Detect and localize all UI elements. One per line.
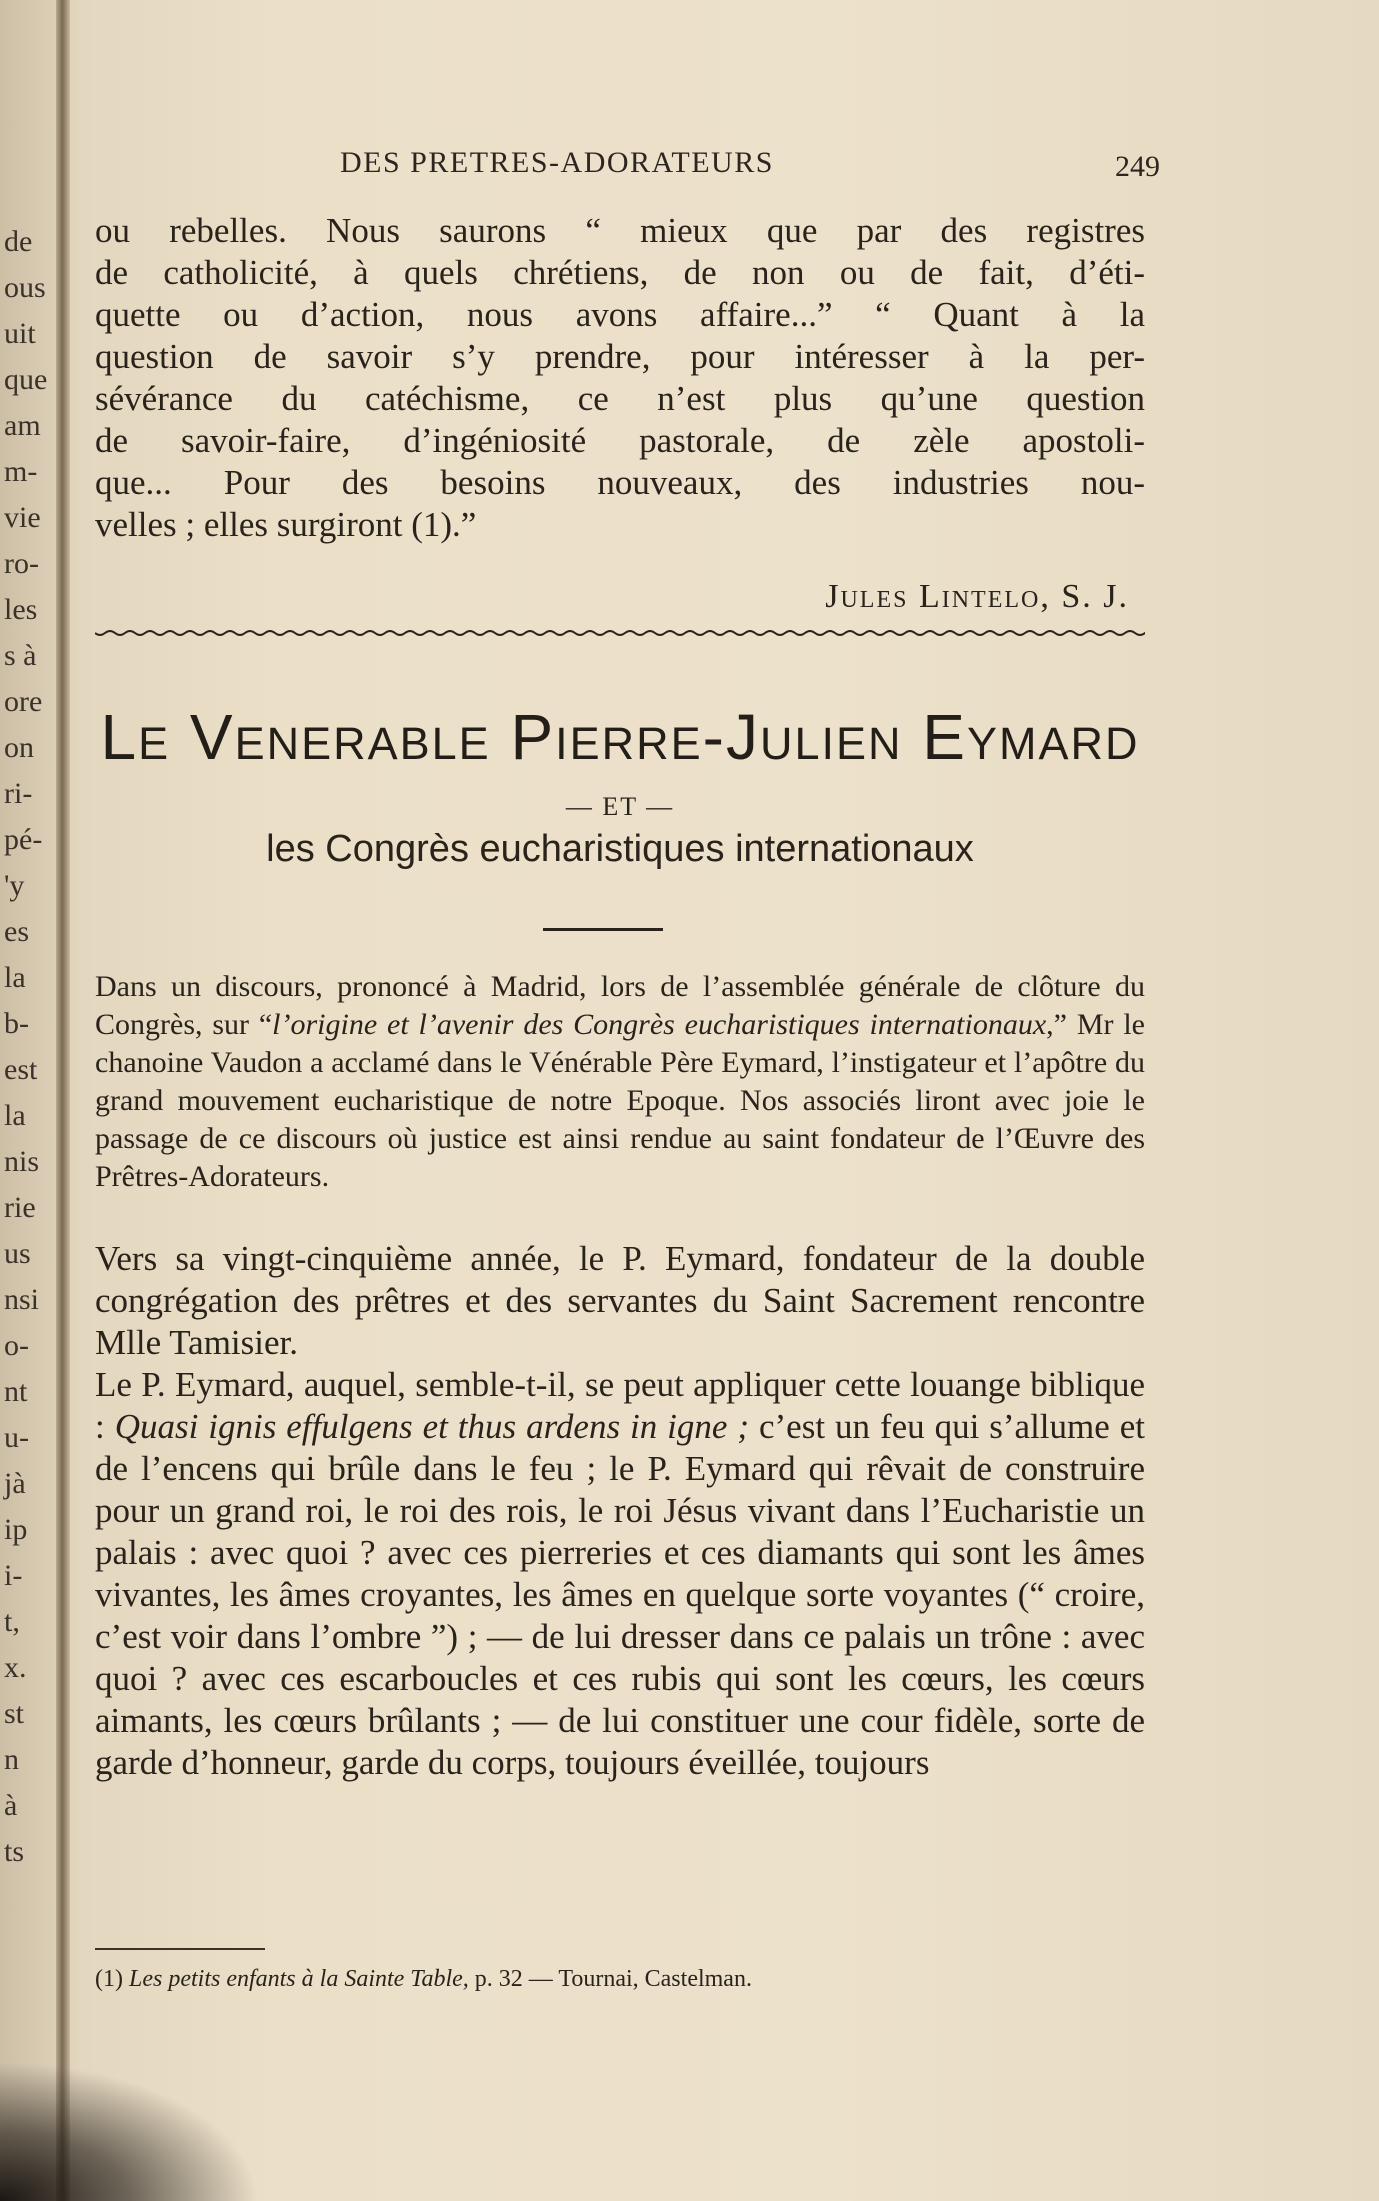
- paragraph-1-line: de catholicité, à quels chrétiens, de non ou de fait, d’éti-: [95, 253, 1145, 292]
- facing-page-fragment: de: [4, 225, 33, 258]
- title-rule: [543, 928, 663, 931]
- intro-italic-title: l’origine et l’avenir des Congrès eucharistiques internationaux: [272, 1008, 1047, 1041]
- intro-text-continued: ,” Mr le chanoine Vaudon a acclamé dans le Vénérable Père Eymard, l’instigateur et l’apôtre du grand mouvement eucharistique de notre Epoque. Nos associés liront avec joie le passage de ce discours où justice est ainsi rendue au saint fondateur de l’Œuvre des Prêtres-Adorateurs.: [95, 1008, 1145, 1193]
- page-number: 249: [1115, 150, 1160, 183]
- facing-page-fragment: à: [4, 1789, 18, 1822]
- intro-text: Dans un discours, prononcé à Madrid, lors de l’assemblée générale de clôture du Congrès, sur “: [95, 970, 1145, 1041]
- paragraph-1-line: de savoir-faire, d’ingéniosité pastorale, de zèle apostoli-: [95, 421, 1145, 460]
- facing-page-fragment: la: [4, 1099, 26, 1132]
- footnote-rule: [95, 1948, 265, 1950]
- running-head: DES PRETRES-ADORATEURS: [340, 146, 774, 179]
- intro-paragraph: [95, 968, 1145, 1196]
- footnote: [95, 1966, 1145, 1993]
- facing-page-fragment: ip: [4, 1513, 28, 1546]
- facing-page-fragment: es: [4, 915, 29, 948]
- facing-page-fragment: pé-: [4, 823, 43, 856]
- facing-page-fragment: i-: [4, 1559, 23, 1592]
- facing-page-fragment: b-: [4, 1007, 29, 1040]
- facing-page-fragment: jà: [4, 1467, 26, 1500]
- paragraph-2-text: Vers sa vingt-cinquième année, le P. Eymard, fondateur de la double congrégation des prêtres et des servantes du Saint Sacrement rencontre Mlle Tamisier.: [95, 1239, 1145, 1362]
- footnote-source: p. 32 — Tournai, Castelman.: [468, 1966, 752, 1992]
- footnote-book-title: Les petits enfants à la Sainte Table,: [128, 1966, 469, 1992]
- facing-page-fragment: ri-: [4, 777, 33, 810]
- facing-page-fragment: am: [4, 409, 41, 442]
- paragraph-3-part-a: Le P. Eymard, auquel, semble-t-il, se peut appliquer cette louange biblique :: [95, 1365, 1145, 1446]
- facing-page-fragment: nt: [4, 1375, 28, 1408]
- facing-page-fragment: ous: [4, 271, 46, 304]
- facing-page-fragment: st: [4, 1697, 25, 1730]
- author-signature: Jules Lintelo, S. J.: [825, 578, 1129, 615]
- paragraph-3-text: [95, 1364, 1145, 1784]
- facing-page-fragment: n: [4, 1743, 19, 1776]
- facing-page-fragment: uit: [4, 317, 36, 350]
- paragraph-3-part-b: c’est un feu qui s’allume et de l’encens qui brûle dans le feu ; le P. Eymard qui rêvait de construire pour un grand roi, le roi des rois, le roi Jésus vivant dans l’Eucharistie un palais : avec quoi ? avec ces pierreries et ces diamants qui sont les âmes vivantes, les âmes croyantes, les âmes en quelque sorte voyantes (“ croire, c’est voir dans l’ombre ”) ; — de lui dresser dans ce palais un trône : avec quoi ? avec ces escarboucles et ces rubis qui sont les cœurs, les cœurs aimants, les cœurs brûlants ; — de lui constituer une cour fidèle, sorte de garde d’honneur, garde du corps, toujours éveillée, toujours: [95, 1407, 1145, 1782]
- facing-page-fragment: u-: [4, 1421, 29, 1454]
- article-title: Le Venerable Pierre-Julien Eymard: [100, 701, 1140, 773]
- paragraph-1-line: velles ; elles surgiront (1).”: [95, 505, 477, 544]
- facing-page-fragment: o-: [4, 1329, 29, 1362]
- latin-quote: Quasi ignis effulgens et thus ardens in igne ;: [114, 1407, 750, 1446]
- facing-page-fragment: us: [4, 1237, 31, 1270]
- facing-page-fragment: la: [4, 961, 26, 994]
- facing-page-fragment: rie: [4, 1191, 36, 1224]
- paragraph-1-line: sévérance du catéchisme, ce n’est plus qu’une question: [95, 379, 1145, 418]
- title-connector: — ET —: [565, 792, 675, 821]
- paragraph-2: [95, 1238, 1145, 1364]
- facing-page-fragment: nsi: [4, 1283, 40, 1316]
- article-subtitle: les Congrès eucharistiques internationaux: [266, 828, 974, 870]
- facing-page-fragment: que: [4, 363, 48, 396]
- facing-page-fragment: t,: [4, 1605, 20, 1638]
- facing-page-fragment: s à: [4, 639, 37, 672]
- wavy-divider: [95, 618, 1145, 648]
- facing-page-fragment: vie: [4, 501, 41, 534]
- facing-page-fragment: x.: [4, 1651, 27, 1684]
- facing-page-edge: [0, 0, 56, 2201]
- facing-page-fragment: ro-: [4, 547, 39, 580]
- paragraph-1-line: que... Pour des besoins nouveaux, des industries nou-: [95, 463, 1145, 502]
- facing-page-fragment: est: [4, 1053, 38, 1086]
- page-corner-shadow: [0, 2061, 260, 2201]
- paragraph-1-line: question de savoir s’y prendre, pour intéresser à la per-: [95, 337, 1145, 376]
- facing-page-fragment: ts: [4, 1835, 25, 1868]
- facing-page-fragment: nis: [4, 1145, 40, 1178]
- facing-page-fragment: on: [4, 731, 34, 764]
- book-gutter: [56, 0, 70, 2201]
- facing-page-fragment: les: [4, 593, 38, 626]
- footnote-marker: (1): [95, 1966, 123, 1992]
- paragraph-1-line: quette ou d’action, nous avons affaire...” “ Quant à la: [95, 295, 1145, 334]
- facing-page-fragment: ore: [4, 685, 43, 718]
- facing-page-fragment: 'y: [4, 869, 25, 902]
- paragraph-1: [95, 210, 1145, 546]
- paragraph-3: [95, 1364, 1145, 1784]
- facing-page-fragment: m-: [4, 455, 38, 488]
- page-header: [340, 140, 1160, 190]
- paragraph-1-line: ou rebelles. Nous saurons “ mieux que par des registres: [95, 211, 1145, 250]
